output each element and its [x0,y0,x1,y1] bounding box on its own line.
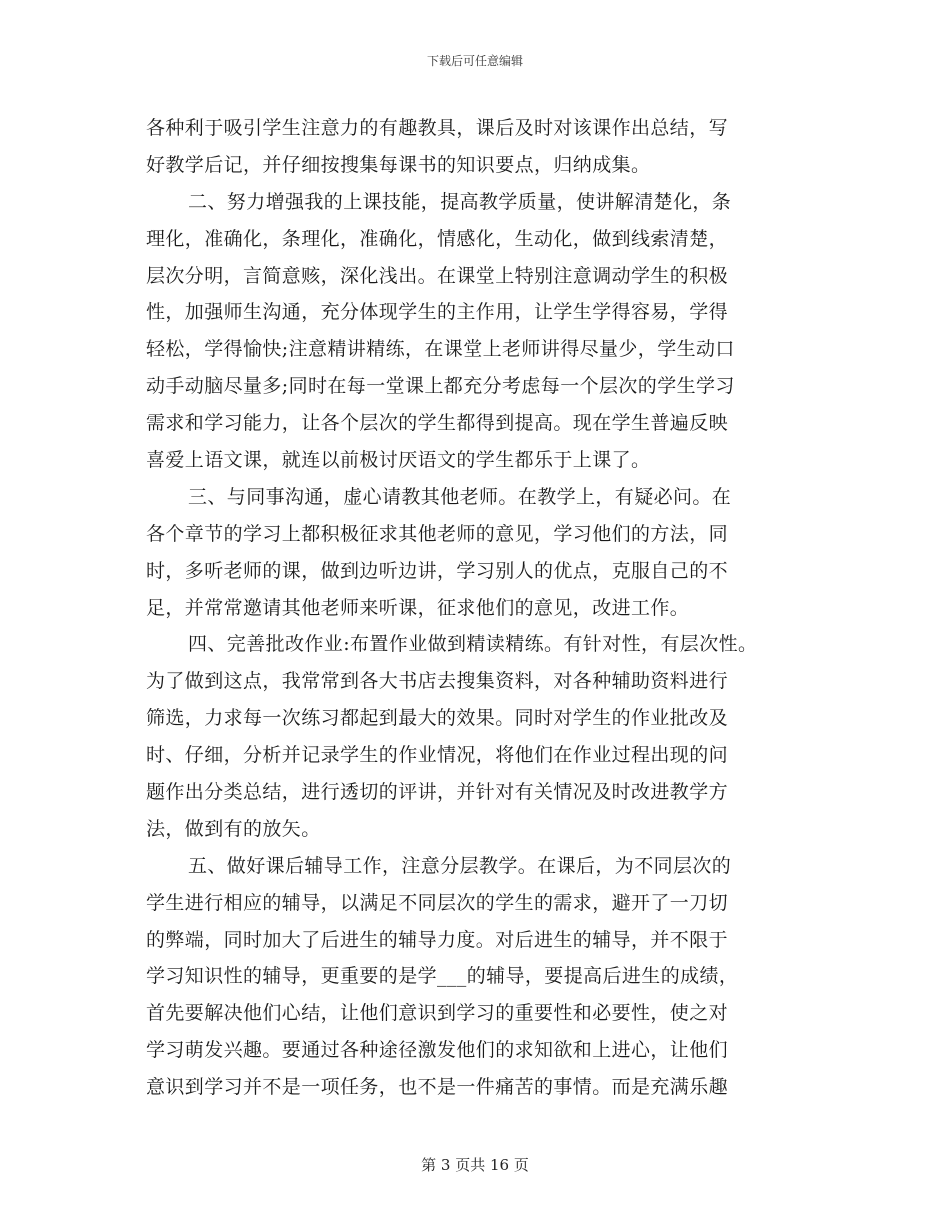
text-line: 题作出分类总结，进行透切的评讲，并针对有关情况及时改进教学方 [146,781,729,804]
paragraph-start-line: 二、努力增强我的上课技能，提高教学质量，使讲解清楚化，条 [188,190,732,213]
paragraph-start-line: 五、做好课后辅导工作，注意分层教学。在课后，为不同层次的 [188,854,732,877]
text-line: 层次分明，言简意赅，深化浅出。在课堂上特别注意调动学生的积极 [146,264,729,287]
text-line: 学生进行相应的辅导，以满足不同层次的学生的需求，避开了一刀切 [146,891,729,914]
text-line: 时，多听老师的课，做到边听边讲，学习别人的优点，克服自己的不 [146,559,729,582]
page-header: 下载后可任意编辑 [426,54,523,68]
text-line: 各种利于吸引学生注意力的有趣教具，课后及时对该课作出总结，写 [146,117,729,139]
paragraph-start-line: 三、与同事沟通，虚心请教其他老师。在教学上，有疑必问。在 [188,485,732,508]
text-line: 各个章节的学习上都积极征求其他老师的意见，学习他们的方法，同 [146,522,729,545]
text-line: 时、仔细，分析并记录学生的作业情况，将他们在作业过程出现的问 [146,744,729,767]
text-line: 喜爱上语文课，就连以前极讨厌语文的学生都乐于上课了。 [146,449,651,472]
paragraph-start-line: 四、完善批改作业:布置作业做到精读精练。有针对性，有层次性。 [188,633,758,656]
text-line: 为了做到这点，我常常到各大书店去搜集资料，对各种辅助资料进行 [146,670,729,693]
document-body [146,110,826,1106]
text-line: 筛选，力求每一次练习都起到最大的效果。同时对学生的作业批改及 [146,707,729,730]
text-line: 意识到学习并不是一项任务，也不是一件痛苦的事情。而是充满乐趣 [146,1076,729,1099]
text-line: 动手动脑尽量多;同时在每一堂课上都充分考虑每一个层次的学生学习 [146,375,735,398]
text-line: 理化，准确化，条理化，准确化，情感化，生动化，做到线索清楚， [146,227,729,250]
text-line: 的弊端，同时加大了后进生的辅导力度。对后进生的辅导，并不限于 [146,928,729,951]
text-line: 学习萌发兴趣。要通过各种途径激发他们的求知欲和上进心，让他们 [146,1039,729,1062]
text-line: 足，并常常邀请其他老师来听课，征求他们的意见，改进工作。 [146,596,690,619]
text-line: 轻松，学得愉快;注意精讲精练，在课堂上老师讲得尽量少，学生动口 [146,338,735,361]
text-line: 首先要解决他们心结，让他们意识到学习的重要性和必要性，使之对 [146,1002,729,1025]
text-line: 好教学后记，并仔细按搜集每课书的知识要点，归纳成集。 [146,153,651,176]
text-line: 学习知识性的辅导，更重要的是学___的辅导，要提高后进生的成绩， [146,965,739,988]
page-footer: 第 3 页共 16 页 [421,1156,529,1174]
text-line: 性，加强师生沟通，充分体现学生的主作用，让学生学得容易，学得 [146,301,729,324]
text-line: 法，做到有的放矢。 [146,817,321,840]
text-line: 需求和学习能力，让各个层次的学生都得到提高。现在学生普遍反映 [146,412,729,435]
